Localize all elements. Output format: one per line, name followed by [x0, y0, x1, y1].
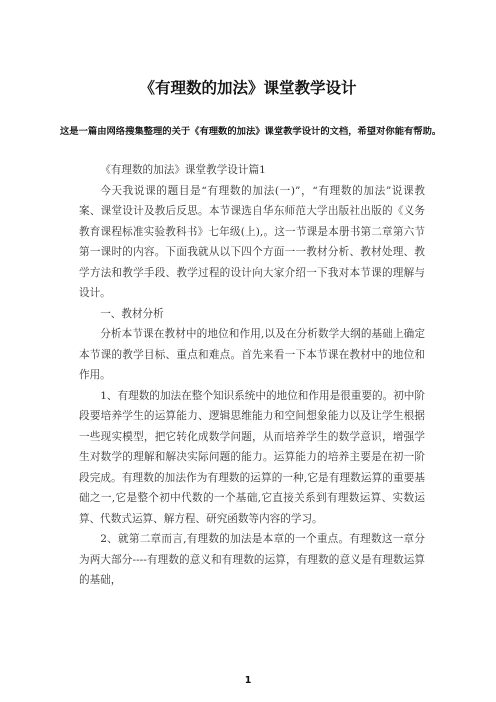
body-paragraph: 1、有理数的加法在整个知识系统中的地位和作用是很重要的。初中阶段要培养学生的运算能力、逻辑思维能力和空间想象能力以及让学生根据一些现实模型，把它转化成数学问题，从而培养学生的数学意识，增强学生对数学的理解和解决实际问题的能力。运算能力的培养主要是在初一阶段完成。有理数的加法作为有理数的运算的一种,它是有理数运算的重要基础之一,它是整个初中代数的一个基础,它直接关系到有理数运算、实数运算、代数式运算、解方程、研究函数等内容的学习。: [79, 389, 425, 525]
section-heading: 《有理数的加法》课堂教学设计篇1: [100, 164, 266, 176]
page-number: 1: [244, 675, 252, 686]
section-heading: 一、教材分析: [100, 307, 164, 320]
body-paragraph: 今天我说课的题目是“有理数的加法(一)”，“有理数的加法”说课教案、课堂设计及教后反思。本节课选自华东师范大学出版社出版的《义务教育课程标准实验教科书》七年级(上),。这一节课是本册书第二章第六节第一课时的内容。下面我就从以下四个方面一一教材分析、教材处理、教学方法和教学手段、教学过程的设计向大家介绍一下我对本节课的理解与设计。: [79, 184, 425, 299]
document-title: 《有理数的加法》课堂教学设计: [139, 79, 357, 97]
document-subtitle: 这是一篇由网络搜集整理的关于《有理数的加法》课堂教学设计的文档，希望对你能有帮助。: [60, 126, 442, 137]
document-body: [79, 160, 425, 591]
body-paragraph: 分析本节课在教材中的地位和作用,以及在分析数学大纲的基础上确定本节课的教学目标、重点和难点。首先来看一下本节课在教材中的地位和作用。: [79, 328, 425, 381]
body-paragraph: 2、就第二章而言,有理数的加法是本章的一个重点。有理数这一章分为两大部分----有理数的意义和有理数的运算，有理数的意义是有理数运算的基础，: [79, 533, 425, 586]
